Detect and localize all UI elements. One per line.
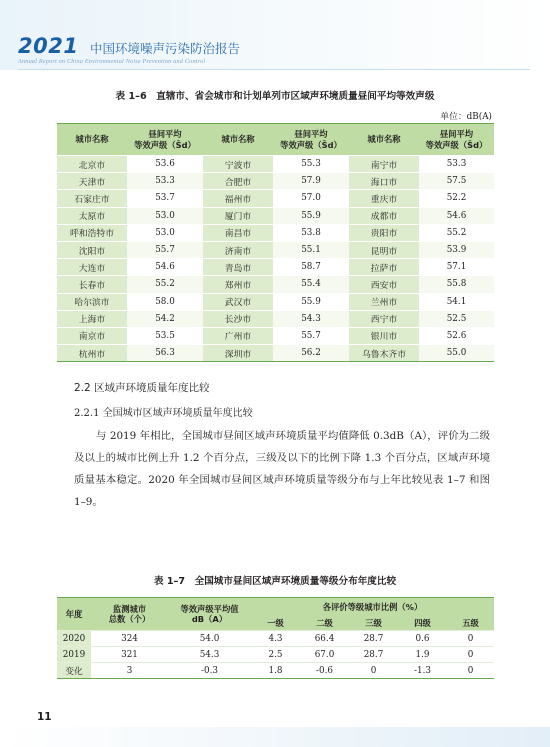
noise-level-cell: 55.7 [127,241,203,258]
noise-level-cell: 52.6 [419,327,494,344]
value-cell: 28.7 [349,647,398,663]
table17-head-grade: 五级 [447,616,494,631]
noise-level-cell: 55.9 [273,207,349,224]
noise-level-cell: 53.8 [273,224,349,241]
value-cell: 324 [91,631,168,647]
footer-band [0,727,550,747]
city-name-cell: 海口市 [349,173,419,190]
noise-level-cell: 55.3 [273,156,349,173]
city-name-cell: 南昌市 [203,224,273,241]
noise-level-cell: 57.0 [273,190,349,207]
city-name-cell: 天津市 [57,173,127,190]
value-cell: 0 [447,647,494,663]
noise-level-cell: 55.7 [273,327,349,344]
value-cell: -0.3 [168,663,251,679]
page-header [0,0,550,74]
report-year: 2021 [18,34,79,58]
noise-level-cell: 53.5 [127,327,203,344]
noise-level-cell: 58.7 [273,259,349,276]
noise-level-cell: 54.1 [419,293,494,310]
noise-level-cell: 53.9 [419,241,494,258]
value-cell: 0 [447,663,494,679]
header-divider [18,69,530,70]
city-name-cell: 大连市 [57,259,127,276]
table-row [57,241,494,258]
city-name-cell: 沈阳市 [57,241,127,258]
report-title: 中国环境噪声污染防治报告 [90,41,241,56]
noise-level-cell: 53.0 [127,224,203,241]
value-cell: 67.0 [300,647,349,663]
table17-head-grade: 二级 [300,616,349,631]
city-name-cell: 南京市 [57,327,127,344]
city-name-cell: 上海市 [57,310,127,327]
city-name-cell: 成都市 [349,207,419,224]
table17-head-average [168,598,251,631]
head-count-line1: 监测城市 [112,603,147,614]
value-cell: 2.5 [251,647,300,663]
city-name-cell: 贵阳市 [349,224,419,241]
table-row [57,190,494,207]
report-subtitle: Annual Report on China Environmental Noise Prevention and Control [18,58,206,65]
city-name-cell: 广州市 [203,327,273,344]
noise-level-cell: 54.6 [419,207,494,224]
table-row [57,259,494,276]
page-number: 11 [37,711,52,723]
table17-head-count [91,598,168,631]
city-name-cell: 杭州市 [57,345,127,362]
noise-level-cell: 52.5 [419,310,494,327]
city-name-cell: 长春市 [57,276,127,293]
noise-level-cell: 57.9 [273,173,349,190]
noise-level-cell: 53.0 [127,207,203,224]
city-name-cell: 深圳市 [203,345,273,362]
table17-head-group: 各评价等级城市比例（%） [251,598,494,616]
noise-level-cell: 57.5 [419,173,494,190]
city-name-cell: 拉萨市 [349,259,419,276]
value-cell: 0.6 [398,631,447,647]
city-name-cell: 厦门市 [203,207,273,224]
table16-head-value [419,124,494,156]
city-name-cell: 郑州市 [203,276,273,293]
table16-head-city: 城市名称 [349,124,419,156]
table-row [57,647,494,663]
head-count-line2: 总数（个） [108,614,151,624]
table17-head-grade: 三级 [349,616,398,631]
table-row [57,327,494,344]
city-name-cell: 昆明市 [349,241,419,258]
table16-head-value [273,124,349,156]
noise-level-cell: 52.2 [419,190,494,207]
city-name-cell: 西宁市 [349,310,419,327]
year-cell: 2019 [57,647,91,663]
table-row [57,156,494,173]
city-name-cell: 合肥市 [203,173,273,190]
table17-caption: 表 1–7 全国城市昼间区域声环境质量等级分布年度比较 [153,576,397,587]
value-cell: 54.0 [168,631,251,647]
noise-level-cell: 55.9 [273,293,349,310]
head-average-line1: 等效声级平均值 [180,603,239,614]
table-row [57,631,494,647]
noise-level-cell: 54.3 [273,310,349,327]
table-row [57,207,494,224]
table-row [57,663,494,679]
head-value-line1: 昼间平均 [148,129,182,140]
table16 [57,123,494,362]
body-paragraph: 与 2019 年相比，全国城市昼间区域声环境质量平均值降低 0.3dB（A），评价为二级及以上的城市比例上升 1.2 个百分点，三级及以下的比例下降 1.3 个百分点，区域声环境质量基本稳定。2020 年全国城市昼间区域声环境质量等级分布与上年比较见表 1–7 和图 1–9。 [74,430,490,508]
city-name-cell: 济南市 [203,241,273,258]
table16-head-value [127,124,203,156]
table17-head-year: 年度 [57,598,91,631]
city-name-cell: 哈尔滨市 [57,293,127,310]
noise-level-cell: 54.2 [127,310,203,327]
value-cell: 4.3 [251,631,300,647]
value-cell: 0 [447,631,494,647]
table-row [57,276,494,293]
value-cell: 54.3 [168,647,251,663]
noise-level-cell: 55.2 [419,224,494,241]
head-value-line1: 昼间平均 [294,129,328,140]
head-value-line1: 昼间平均 [439,129,474,140]
value-cell: 66.4 [300,631,349,647]
city-name-cell: 兰州市 [349,293,419,310]
value-cell: 1.9 [398,647,447,663]
value-cell: 3 [91,663,168,679]
table16-head-city: 城市名称 [57,124,127,156]
year-cell: 2020 [57,631,91,647]
table17 [57,597,494,679]
table-row [57,293,494,310]
value-cell: 0 [349,663,398,679]
city-name-cell: 乌鲁木齐市 [349,345,419,362]
city-name-cell: 呼和浩特市 [57,224,127,241]
value-cell: -0.6 [300,663,349,679]
table16-unit: 单位：dB(A) [440,112,492,122]
noise-level-cell: 56.2 [273,345,349,362]
head-value-line2: 等效声级（S̄d） [425,139,488,150]
table-row [57,224,494,241]
value-cell: 28.7 [349,631,398,647]
noise-level-cell: 56.3 [127,345,203,362]
year-cell: 变化 [57,663,91,679]
table17-body [57,631,494,679]
city-name-cell: 南宁市 [349,156,419,173]
city-name-cell: 重庆市 [349,190,419,207]
city-name-cell: 长沙市 [203,310,273,327]
table16-body [57,156,494,362]
city-name-cell: 太原市 [57,207,127,224]
section-heading: 2.2 区域声环境质量年度比较 [74,382,210,394]
city-name-cell: 西安市 [349,276,419,293]
city-name-cell: 银川市 [349,327,419,344]
value-cell: -1.3 [398,663,447,679]
city-name-cell: 石家庄市 [57,190,127,207]
noise-level-cell: 53.6 [127,156,203,173]
head-value-line2: 等效声级（S̄d） [134,139,196,150]
noise-level-cell: 55.1 [273,241,349,258]
table16-header-row [57,124,494,156]
noise-level-cell: 55.0 [419,345,494,362]
table16-head-city: 城市名称 [203,124,273,156]
value-cell: 1.8 [251,663,300,679]
head-average-line2: dB（A） [191,614,228,624]
noise-level-cell: 54.6 [127,259,203,276]
noise-level-cell: 57.1 [419,259,494,276]
city-name-cell: 青岛市 [203,259,273,276]
value-cell: 321 [91,647,168,663]
table17-head-grade: 一级 [251,616,300,631]
table-row [57,173,494,190]
city-name-cell: 宁波市 [203,156,273,173]
city-name-cell: 武汉市 [203,293,273,310]
noise-level-cell: 53.7 [127,190,203,207]
table17-header-row1 [57,598,494,616]
noise-level-cell: 55.8 [419,276,494,293]
noise-level-cell: 53.3 [419,156,494,173]
head-value-line2: 等效声级（S̄d） [280,139,342,150]
noise-level-cell: 58.0 [127,293,203,310]
noise-level-cell: 55.4 [273,276,349,293]
table-row [57,310,494,327]
table-row [57,345,494,362]
table16-caption: 表 1–6 直辖市、省会城市和计划单列市区域声环境质量昼间平均等效声级 [115,91,435,102]
table17-head-grade: 四级 [398,616,447,631]
subsection-heading: 2.2.1 全国城市区域声环境质量年度比较 [74,408,253,419]
noise-level-cell: 55.2 [127,276,203,293]
noise-level-cell: 53.3 [127,173,203,190]
city-name-cell: 北京市 [57,156,127,173]
city-name-cell: 福州市 [203,190,273,207]
